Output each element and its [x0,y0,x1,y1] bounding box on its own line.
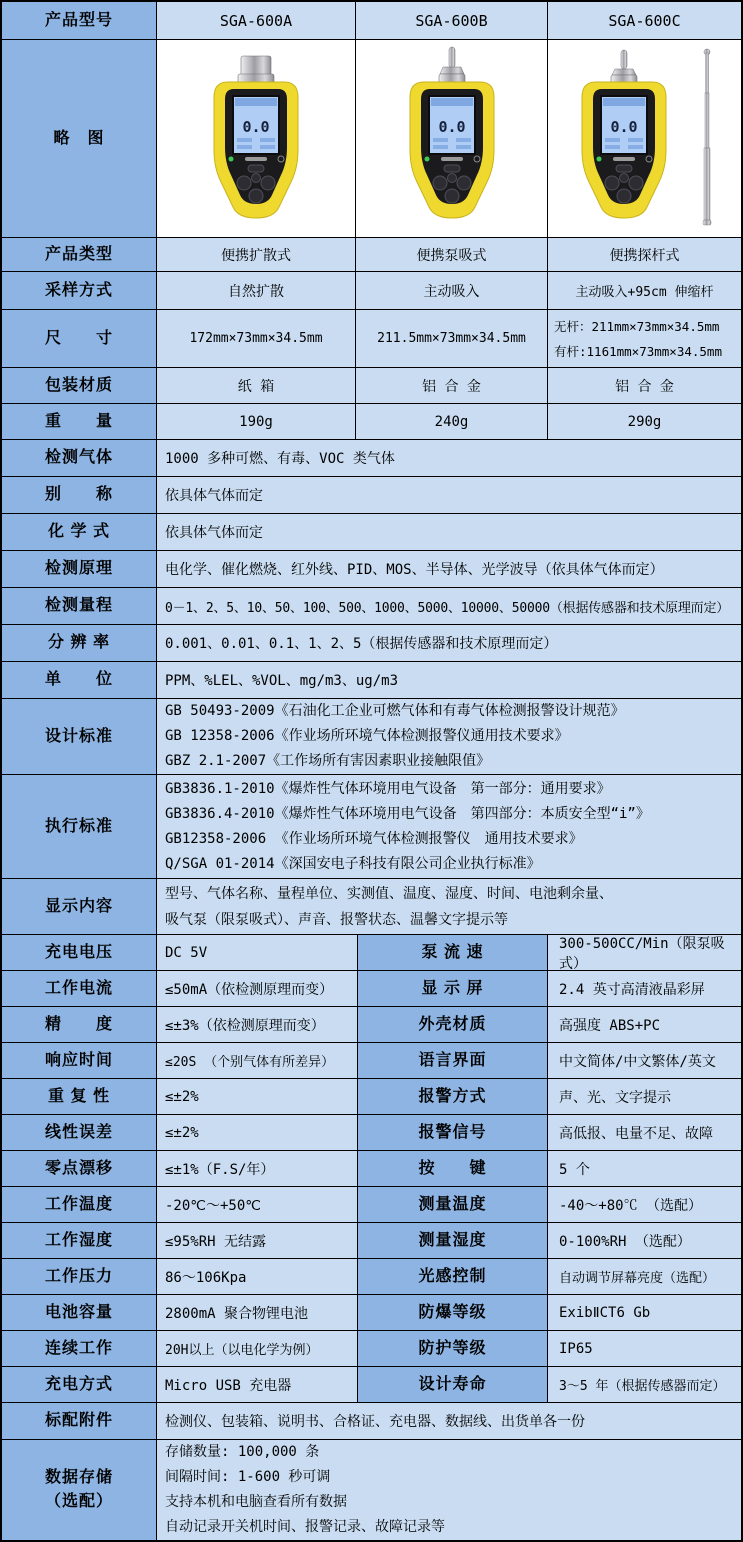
response-time-value: ≤20S （个别气体有所差异） [157,1043,358,1078]
row-weight [2,404,741,440]
detection-range-label: 检测量程 [2,588,157,624]
model-b-name: SGA-600B [356,2,548,39]
row-sampling-method [2,272,741,310]
pump-flow-value: 300-500CC/Min（限泵吸式） [548,935,741,970]
row-working-current-display [2,971,741,1007]
weight-a: 190g [157,404,356,439]
accuracy-label: 精 度 [2,1007,157,1042]
zero-drift-label: 零点漂移 [2,1151,157,1186]
row-battery-explosion-proof [2,1295,741,1331]
charging-voltage-value: DC 5V [157,935,358,970]
product-type-b: 便携泵吸式 [356,238,548,271]
row-packaging [2,368,741,404]
sga-600a-diffusion-detector-icon [171,44,341,234]
alias-value: 依具体气体而定 [157,477,741,513]
execution-standard-label: 执行标准 [2,775,157,878]
sampling-b: 主动吸入 [356,272,548,309]
linearity-error-label: 线性误差 [2,1115,157,1150]
row-data-storage [2,1440,741,1540]
data-storage-line: 支持本机和电脑查看所有数据 [165,1494,347,1510]
row-linearity-alarm-signal [2,1115,741,1151]
dimensions-c-no-rod: 无杆：211mm×73mm×34.5mm [554,318,720,334]
sga-600b-pump-detector-icon [367,44,537,234]
chemical-formula-label: 化 学 式 [2,514,157,550]
accessories-label: 标配附件 [2,1403,157,1439]
display-content-line: 吸气泵（限泵吸式）、声音、报警状态、温馨文字提示等 [165,911,508,928]
detected-gases-value: 1000 多种可燃、有毒、VOC 类气体 [157,440,741,476]
linearity-error-value: ≤±2% [157,1115,358,1150]
brand-strip [441,157,463,161]
working-humidity-value: ≤95%RH 无结露 [157,1223,358,1258]
pump-probe-icon [611,50,637,84]
data-storage-value [157,1440,741,1540]
detection-principle-value: 电化学、催化燃烧、红外线、PID、MOS、半导体、光学波导（依具体气体而定） [157,551,741,587]
zero-drift-value: ≤±1%（F.S/年） [157,1151,358,1186]
weight-c: 290g [548,404,741,439]
protection-grade-label: 防护等级 [358,1331,548,1366]
row-charging-voltage-pump-flow [2,935,741,971]
screen-value-text: 0.0 [242,117,270,136]
device-screen [233,96,279,154]
working-current-value: ≤50mA（依检测原理而变） [157,971,358,1006]
working-temp-label: 工作温度 [2,1187,157,1222]
working-pressure-value: 86～106Kpa [157,1259,358,1294]
product-type-label: 产品类型 [2,238,157,271]
row-accuracy-shell [2,1007,741,1043]
dimensions-b: 211.5mm×73mm×34.5mm [356,310,548,367]
row-sketch [2,40,741,238]
packaging-c: 铝 合 金 [548,368,741,403]
brand-strip [245,157,267,161]
dimensions-label: 尺 寸 [2,310,157,367]
units-value: PPM、%LEL、%VOL、mg/m3、ug/m3 [157,662,741,698]
sampling-method-label: 采样方式 [2,272,157,309]
display-screen-label: 显 示 屏 [358,971,548,1006]
row-design-standard [2,699,741,775]
design-standard-label: 设计标准 [2,699,157,774]
packaging-a: 纸 箱 [157,368,356,403]
language-value: 中文简体/中文繁体/英文 [548,1043,741,1078]
execution-standard-line: GB3836.4-2010《爆炸性气体环境用电气设备 第四部分：本质安全型“i”》 [165,805,650,822]
row-working-temp-measure-temp [2,1187,741,1223]
working-temp-value: -20℃～+50℃ [157,1187,358,1222]
row-units [2,662,741,699]
row-chemical-formula [2,514,741,551]
alarm-mode-label: 报警方式 [358,1079,548,1114]
data-storage-label [2,1440,157,1540]
units-label: 单 位 [2,662,157,698]
execution-standard-value [157,775,741,878]
language-label: 语言界面 [358,1043,548,1078]
design-standard-line: GB 50493-2009《石油化工企业可燃气体和有毒气体检测报警设计规范》 [165,703,625,719]
measure-humidity-label: 测量湿度 [358,1223,548,1258]
alarm-signal-value: 高低报、电量不足、故障 [548,1115,741,1150]
row-detection-range [2,588,741,625]
row-continuous-work-protection [2,1331,741,1367]
execution-standard-line: GB3836.1-2010《爆炸性气体环境用电气设备 第一部分：通用要求》 [165,780,611,797]
measure-temp-label: 测量温度 [358,1187,548,1222]
response-time-label: 响应时间 [2,1043,157,1078]
device-screen [429,96,475,154]
shell-material-label: 外壳材质 [358,1007,548,1042]
row-execution-standard [2,775,741,879]
data-storage-line: 存储数量: 100,000 条 [165,1444,320,1460]
row-dimensions [2,310,741,368]
row-resolution [2,625,741,662]
dimensions-c-with-rod: 有杆:1161mm×73mm×34.5mm [554,343,722,359]
charging-method-value: Micro USB 充电器 [157,1367,358,1402]
working-current-label: 工作电流 [2,971,157,1006]
resolution-label: 分 辨 率 [2,625,157,661]
execution-standard-line: GB12358-2006 《作业场所环境气体检测报警仪 通用技术要求》 [165,830,583,847]
packaging-b: 铝 合 金 [356,368,548,403]
detection-range-value: 0－1、2、5、10、50、100、500、1000、5000、10000、50000（根据传感器和技术原理而定） [157,588,741,624]
measure-humidity-value: 0-100%RH （选配） [548,1223,741,1258]
explosion-proof-label: 防爆等级 [358,1295,548,1330]
repeatability-value: ≤±2% [157,1079,358,1114]
pump-flow-label: 泵 流 速 [358,935,548,970]
protection-grade-value: IP65 [548,1331,741,1366]
sga-600c-probe-detector-icon [555,44,735,234]
battery-capacity-value: 2800mA 聚合物锂电池 [157,1295,358,1330]
design-life-value: 3～5 年（根据传感器而定） [548,1367,741,1402]
device-screen [601,96,647,154]
accessories-value: 检测仪、包装箱、说明书、合格证、充电器、数据线、出货单各一份 [157,1403,741,1439]
status-led-icon [229,156,234,161]
sampling-c: 主动吸入+95cm 伸缩杆 [548,272,741,309]
row-repeatability-alarm-mode [2,1079,741,1115]
sketch-label: 略 图 [2,40,157,237]
screen-value-text: 0.0 [609,117,638,136]
data-storage-line: 自动记录开关机时间、报警记录、故障记录等 [165,1519,445,1535]
row-product-model [2,2,741,40]
repeatability-label: 重 复 性 [2,1079,157,1114]
measure-temp-value: -40～+80℃ （选配） [548,1187,741,1222]
product-type-c: 便携探杆式 [548,238,741,271]
dimensions-a: 172mm×73mm×34.5mm [157,310,356,367]
row-zero-drift-buttons [2,1151,741,1187]
resolution-value: 0.001、0.01、0.1、1、2、5（根据传感器和技术原理而定） [157,625,741,661]
row-detection-principle [2,551,741,588]
display-content-line: 型号、气体名称、量程单位、实测值、温度、湿度、时间、电池剩余量、 [165,885,613,902]
explosion-proof-value: ExibⅡCT6 Gb [548,1295,741,1330]
light-sense-label: 光感控制 [358,1259,548,1294]
buttons-value: 5 个 [548,1151,741,1186]
product-type-a: 便携扩散式 [157,238,356,271]
diffusion-cap-icon [238,56,274,84]
design-life-label: 设计寿命 [358,1367,548,1402]
continuous-work-value: 20H以上（以电化学为例） [157,1331,358,1366]
shell-material-value: 高强度 ABS+PC [548,1007,741,1042]
display-content-label: 显示内容 [2,879,157,934]
light-sense-value: 自动调节屏幕亮度（选配） [548,1259,741,1294]
brand-strip [613,157,635,161]
row-working-pressure-light-sense [2,1259,741,1295]
working-humidity-label: 工作湿度 [2,1223,157,1258]
row-detected-gases [2,440,741,477]
charging-voltage-label: 充电电压 [2,935,157,970]
device-a-image [157,40,356,237]
packaging-label: 包装材质 [2,368,157,403]
row-standard-accessories [2,1403,741,1440]
weight-b: 240g [356,404,548,439]
dimensions-c [548,310,741,367]
working-pressure-label: 工作压力 [2,1259,157,1294]
screen-value-text: 0.0 [437,117,466,136]
chemical-formula-value: 依具体气体而定 [157,514,741,550]
detected-gases-label: 检测气体 [2,440,157,476]
row-working-humidity-measure-humidity [2,1223,741,1259]
device-b-image [356,40,548,237]
data-storage-label-line: 数据存储 [44,1469,113,1486]
display-content-value [157,879,741,934]
weight-label: 重 量 [2,404,157,439]
design-standard-value [157,699,741,774]
row-charging-method-design-life [2,1367,741,1403]
accuracy-value: ≤±3%（依检测原理而变） [157,1007,358,1042]
product-model-label: 产品型号 [2,2,157,39]
execution-standard-line: Q/SGA 01-2014《深国安电子科技有限公司企业执行标准》 [165,855,541,872]
status-led-icon [596,156,601,161]
continuous-work-label: 连续工作 [2,1331,157,1366]
alarm-mode-value: 声、光、文字提示 [548,1079,741,1114]
alias-label: 别 称 [2,477,157,513]
device-c-image [548,40,741,237]
detection-principle-label: 检测原理 [2,551,157,587]
design-standard-line: GB 12358-2006《作业场所环境气体检测报警仪通用技术要求》 [165,728,569,744]
buttons-label: 按 键 [358,1151,548,1186]
charging-method-label: 充电方式 [2,1367,157,1402]
row-display-content [2,879,741,935]
status-led-icon [424,156,429,161]
display-screen-value: 2.4 英寸高清液晶彩屏 [548,971,741,1006]
row-response-time-language [2,1043,741,1079]
sampling-a: 自然扩散 [157,272,356,309]
model-a-name: SGA-600A [157,2,356,39]
pump-probe-icon [439,47,465,84]
data-storage-label-line: （选配） [44,1493,113,1510]
battery-capacity-label: 电池容量 [2,1295,157,1330]
model-c-name: SGA-600C [548,2,741,39]
alarm-signal-label: 报警信号 [358,1115,548,1150]
design-standard-line: GBZ 2.1-2007《工作场所有害因素职业接触限值》 [165,753,491,769]
telescopic-rod-icon [703,49,711,225]
row-product-type [2,238,741,272]
row-alias [2,477,741,514]
data-storage-line: 间隔时间: 1-600 秒可调 [165,1469,331,1485]
